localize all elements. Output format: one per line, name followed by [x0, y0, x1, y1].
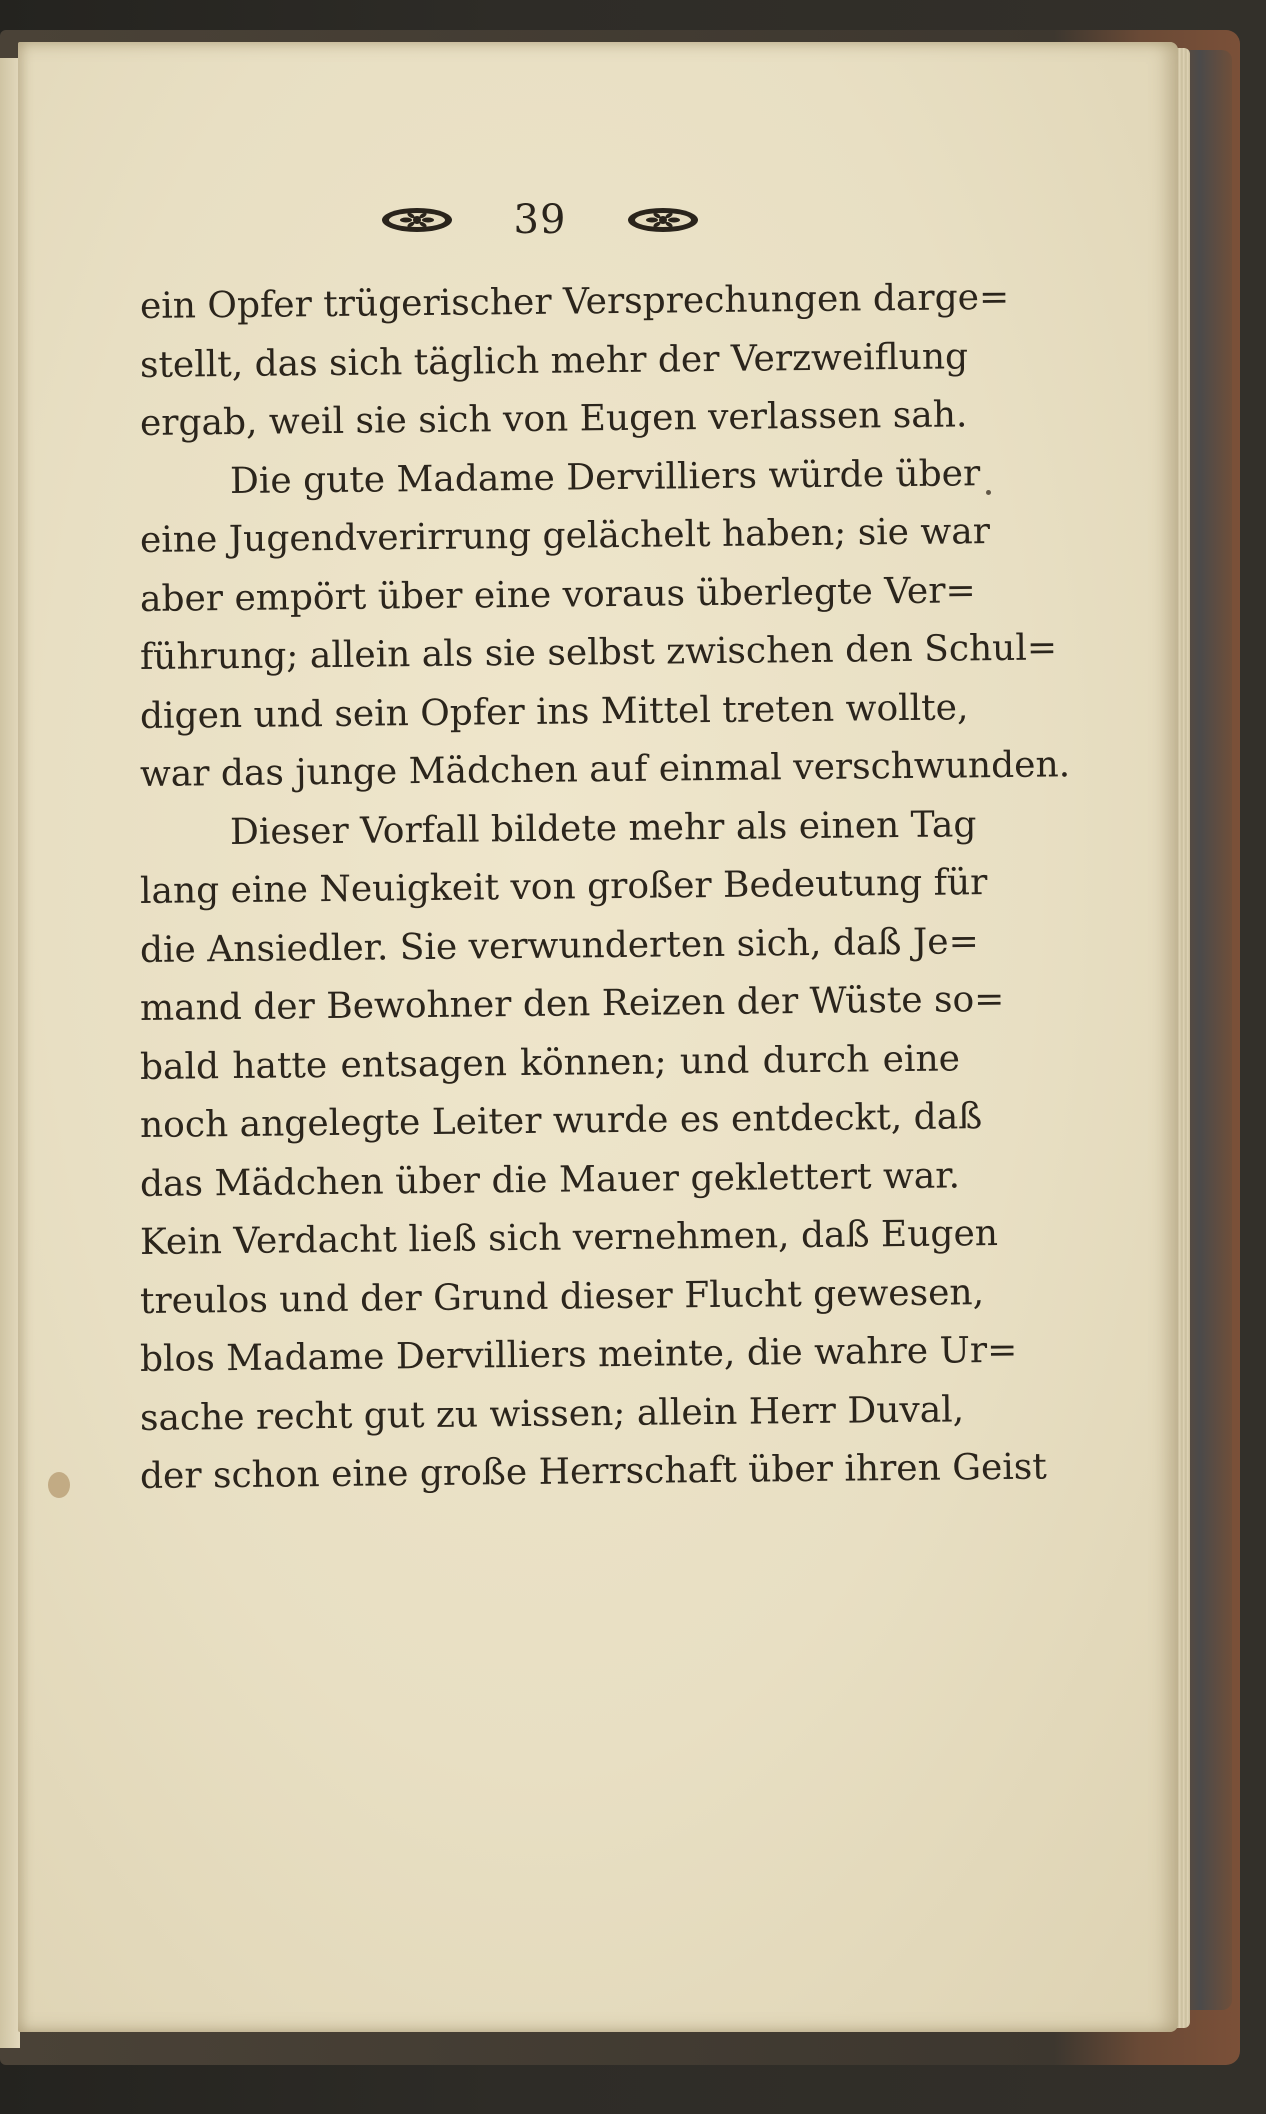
text-line: Dieser Vorfall bildete mehr als einen Tag	[229, 803, 977, 853]
body-text	[139, 276, 1071, 1507]
text-line: aber empört über eine voraus überlegte Ver=	[139, 569, 976, 620]
left-ornament-icon	[380, 205, 454, 235]
text-line: treulos und der Grund dieser Flucht gewesen,	[139, 1271, 985, 1322]
text-line: ergab, weil sie sich von Eugen verlassen sah.	[139, 394, 968, 444]
text-line: eine Jugendverirrung gelächelt haben; sie war	[139, 511, 991, 561]
paragraph-1	[139, 276, 1010, 454]
text-line: digen und sein Opfer ins Mittel treten wollte,	[139, 686, 969, 737]
text-line: bald hatte entsagen können; und durch eine	[139, 1037, 961, 1088]
text-line: war das junge Mädchen auf einmal verschwunden.	[139, 744, 1071, 795]
text-line: ein Opfer trügerischer Versprechungen darge=	[139, 276, 1010, 327]
text-line: sache recht gut zu wissen; allein Herr Duval,	[139, 1388, 965, 1439]
text-line: blos Madame Dervilliers meinte, die wahre Ur=	[139, 1329, 1018, 1380]
page-header	[380, 190, 700, 250]
text-line: noch angelegte Leiter wurde es entdeckt, daß	[139, 1096, 983, 1146]
text-line: Kein Verdacht ließ sich vernehmen, daß Eugen	[139, 1213, 999, 1263]
paragraph-3	[139, 803, 1047, 1507]
paragraph-2	[139, 452, 1071, 805]
text-line: führung; allein als sie selbst zwischen den Schul=	[139, 627, 1058, 678]
text-line: mand der Bewohner den Reizen der Wüste so=	[139, 978, 1005, 1029]
text-line: das Mädchen über die Mauer geklettert war.	[139, 1154, 961, 1205]
paper-stain	[986, 490, 991, 495]
page-number: 39	[513, 197, 567, 243]
paper-stain	[48, 1472, 70, 1498]
text-line: Die gute Madame Dervilliers würde über	[229, 452, 981, 502]
text-line: der schon eine große Herrschaft über ihren Geist	[139, 1446, 1047, 1497]
right-ornament-icon	[626, 205, 700, 235]
previous-page-edge	[0, 58, 20, 2048]
text-line: stellt, das sich täglich mehr der Verzweiflung	[139, 335, 969, 386]
text-line: lang eine Neuigkeit von großer Bedeutung für	[139, 862, 988, 912]
text-line: die Ansiedler. Sie verwunderten sich, daß Je=	[139, 920, 979, 971]
